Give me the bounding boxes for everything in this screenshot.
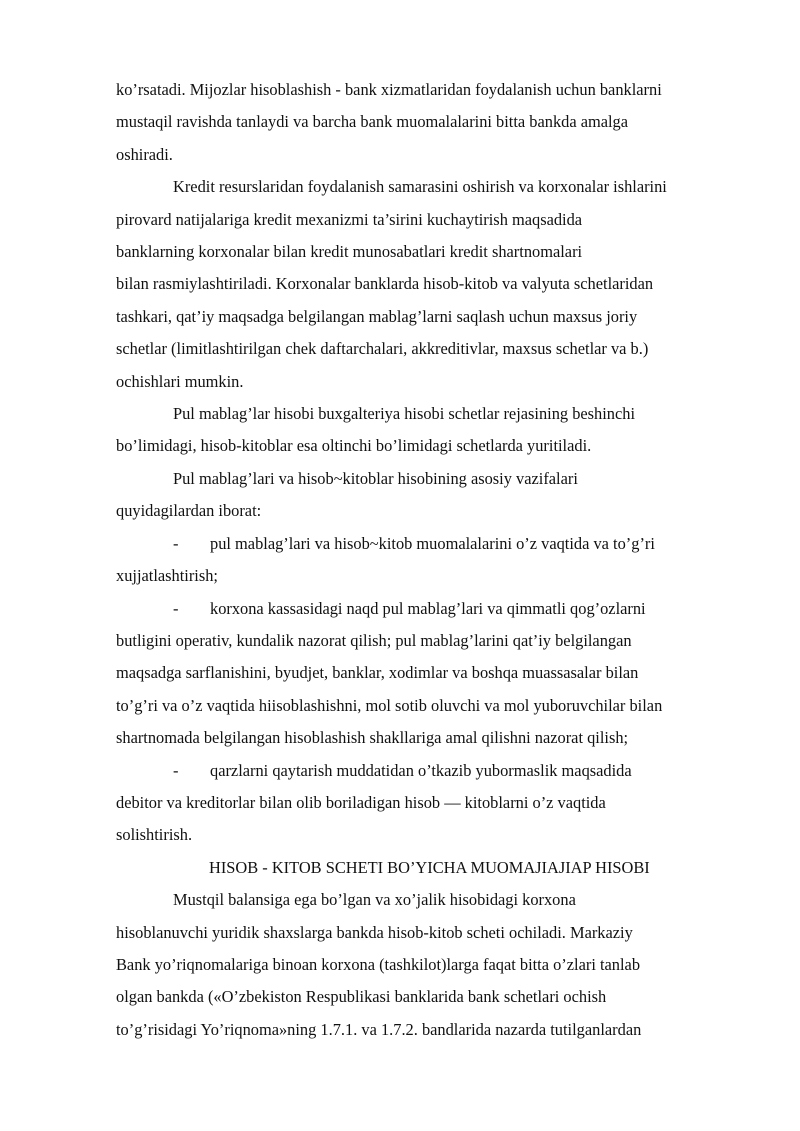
text-line: olgan bankda («O’zbekiston Respublikasi banklarida bank schetlari ochish [116, 987, 607, 1007]
text-line: pirovard natijalariga kredit mexanizmi ta’sirini kuchaytirish maqsadida [116, 209, 583, 229]
text-line: ko’rsatadi. Mijozlar hisoblashish - bank xizmatlaridan foydalanish uchun banklarni [116, 80, 662, 99]
section-heading: HISOB - KITOB SCHETI BO’YICHA MUOMAJIAJIAP HISOBI [209, 857, 650, 877]
text-line: maqsadga sarflanishini, byudjet, banklar, xodimlar va boshqa muassasalar bilan [116, 663, 639, 683]
document-page [116, 74, 746, 1046]
paragraph-start: Pul mablag’lar hisobi buxgalteriya hisobi schetlar rejasining beshinchi [173, 404, 636, 424]
list-item-text: korxona kassasidagi naqd pul mablag’lari va qimmatli qog’ozlarni [210, 598, 646, 618]
text-line: bo’limidagi, hisob-kitoblar esa oltinchi bo’limidagi schetlarda yuritiladi. [116, 436, 592, 456]
text-line: hisoblanuvchi yuridik shaxslarga bankda hisob-kitob scheti ochiladi. Markaziy [116, 922, 633, 942]
paragraph-start: Kredit resurslaridan foydalanish samarasini oshirish va korxonalar ishlarini [173, 177, 667, 197]
text-line: bilan rasmiylashtiriladi. Korxonalar banklarda hisob-kitob va valyuta schetlaridan [116, 274, 654, 294]
list-item [116, 593, 746, 625]
text-line: oshiradi. [116, 144, 173, 164]
bullet-dash: - [173, 760, 179, 780]
text-line: to’g’risidagi Yo’riqnoma»ning 1.7.1. va 1.7.2. bandlarida nazarda tutilganlardan [116, 1019, 642, 1039]
paragraph-start: Mustqil balansiga ega bo’lgan va xo’jalik hisobidagi korxona [173, 890, 576, 910]
text-line: to’g’ri va o’z vaqtida hiisoblashishni, mol sotib oluvchi va mol yuboruvchilar bilan [116, 695, 663, 715]
list-item-text: pul mablag’lari va hisob~kitob muomalalarini o’z vaqtida va to’g’ri [210, 533, 655, 553]
list-item-text: qarzlarni qaytarish muddatidan o’tkazib yubormaslik maqsadida [210, 760, 632, 780]
text-line: quyidagilardan iborat: [116, 501, 262, 521]
bullet-dash: - [173, 533, 179, 553]
text-line: ochishlari mumkin. [116, 371, 244, 391]
paragraph-start: Pul mablag’lari va hisob~kitoblar hisobining asosiy vazifalari [173, 468, 578, 488]
text-line: solishtirish. [116, 825, 193, 845]
text-line: xujjatlashtirish; [116, 566, 218, 586]
text-line: schetlar (limitlashtirilgan chek daftarchalari, akkreditivlar, maxsus schetlar va b.) [116, 339, 649, 359]
text-line: Bank yo’riqnomalariga binoan korxona (tashkilot)larga faqat bitta o’zlari tanlab [116, 954, 641, 974]
text-line: tashkari, qat’iy maqsadga belgilangan mablag’larni saqlash uchun maxsus joriy [116, 306, 638, 326]
list-item [116, 755, 746, 787]
bullet-dash: - [173, 598, 179, 618]
text-line: debitor va kreditorlar bilan olib boriladigan hisob — kitoblarni o’z vaqtida [116, 792, 606, 812]
list-item [116, 528, 746, 560]
text-line: shartnomada belgilangan hisoblashish shakllariga amal qilishni nazorat qilish; [116, 728, 629, 748]
text-line: banklarning korxonalar bilan kredit munosabatlari kredit shartnomalari [116, 242, 583, 262]
text-line: mustaqil ravishda tanlaydi va barcha bank muomalalarini bitta bankda amalga [116, 112, 629, 132]
text-line: butligini operativ, kundalik nazorat qilish; pul mablag’larini qat’iy belgilangan [116, 630, 632, 650]
